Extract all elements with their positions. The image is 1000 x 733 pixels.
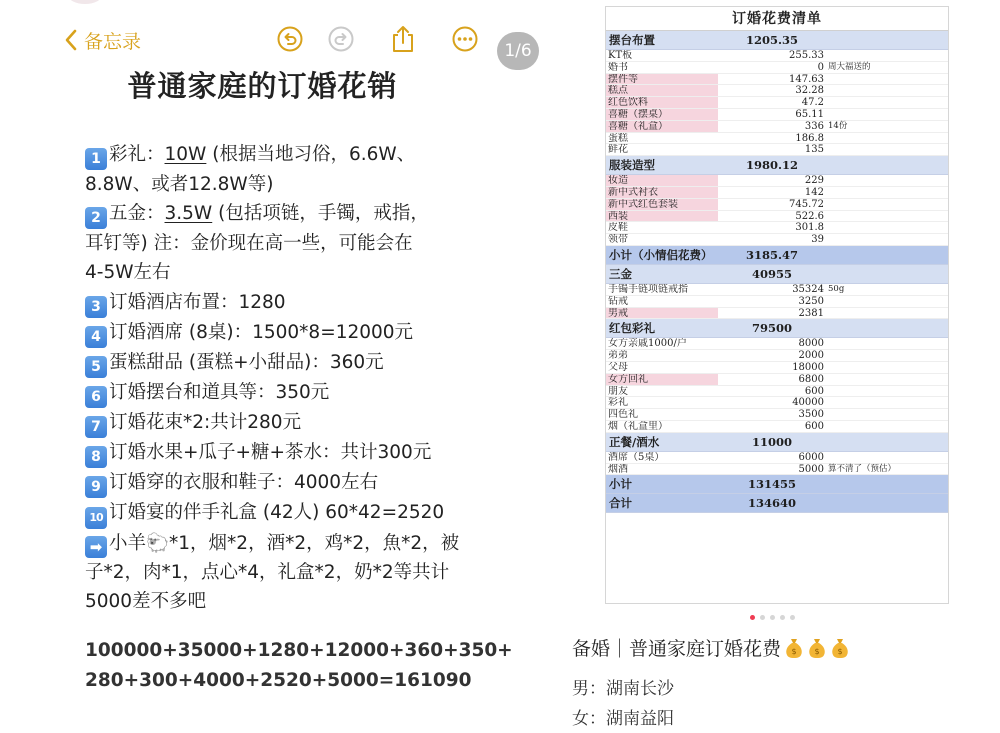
sheet-row <box>606 50 948 62</box>
row-label: 红色饮料 <box>606 97 718 108</box>
note-line <box>85 408 555 438</box>
row-value: 229 <box>804 175 824 187</box>
note-line <box>85 498 555 529</box>
sheet-row <box>606 296 948 308</box>
row-label: 彩礼 <box>608 397 628 409</box>
row-label: 喜糖（摆桌） <box>606 109 718 120</box>
svg-text:$: $ <box>814 647 820 656</box>
row-value: 600 <box>804 385 824 397</box>
row-label: 摆件等 <box>606 74 718 85</box>
sheet-row <box>606 62 948 74</box>
note-line <box>85 529 555 558</box>
money-bag-icon <box>784 637 804 659</box>
row-value: 65.11 <box>795 108 824 120</box>
note-line-text: 订婚酒席 (8桌)：1500*8=12000元 <box>109 321 414 343</box>
carousel-dot[interactable] <box>770 615 775 620</box>
row-value: 1980.12 <box>745 158 798 173</box>
post-title-text: 备婚｜普通家庭订婚花费 <box>572 638 782 660</box>
row-label: 合计 <box>609 496 632 511</box>
post-line-male: 男：湖南长沙 <box>572 679 674 699</box>
note-line-text: 订婚水果+瓜子+糖+茶水：共计300元 <box>109 441 432 463</box>
number-badge-icon: 1 <box>85 148 107 170</box>
row-label: 红包彩礼 <box>609 321 655 336</box>
sheet-row <box>606 308 948 320</box>
row-note: 14份 <box>828 120 848 131</box>
number-badge-icon: 5 <box>85 356 107 378</box>
row-value: 142 <box>804 186 824 198</box>
note-line-detail: (包括项链，手镯，戒指， <box>212 203 429 225</box>
sheet-row <box>606 464 948 476</box>
row-value: 3185.47 <box>745 247 798 262</box>
note-line <box>85 438 555 468</box>
row-value: 2000 <box>798 350 824 362</box>
sheet-row <box>606 175 948 187</box>
row-label: 皮鞋 <box>608 222 628 234</box>
number-badge-icon: 8 <box>85 446 107 468</box>
row-label: 蛋糕 <box>608 132 628 144</box>
sheet-row <box>606 350 948 362</box>
row-label: 妆造 <box>606 175 718 186</box>
post-panel <box>560 0 1000 733</box>
redo-icon <box>327 25 355 53</box>
avatar <box>68 0 102 4</box>
note-line-text: 订婚穿的衣服和鞋子：4000左右 <box>109 471 379 493</box>
sheet-row <box>606 362 948 374</box>
back-label: 备忘录 <box>84 30 142 53</box>
note-line-text: 订婚酒店布置：1280 <box>109 291 286 313</box>
sheet-section-row <box>606 475 948 494</box>
sheet-row <box>606 409 948 421</box>
expense-sheet-image[interactable] <box>605 6 949 604</box>
notes-toolbar <box>60 24 500 56</box>
sheet-row <box>606 109 948 121</box>
number-badge-icon: 4 <box>85 326 107 348</box>
sheet-section-row <box>606 433 948 452</box>
sheet-row <box>606 386 948 398</box>
row-value: 600 <box>804 420 824 432</box>
row-label: 钻戒 <box>608 295 628 307</box>
note-line-text: 蛋糕甜品 (蛋糕+小甜品)：360元 <box>109 351 384 373</box>
carousel-dot[interactable] <box>780 615 785 620</box>
row-label: 小计（小情侣花费） <box>609 247 713 262</box>
more-button[interactable] <box>450 24 480 54</box>
number-badge-icon: 9 <box>85 476 107 498</box>
sheet-section-row <box>606 246 948 265</box>
row-label: 烟酒 <box>608 463 628 475</box>
row-value: 522.6 <box>795 210 824 222</box>
note-line-text: 订婚宴的伴手礼盒 (42人) 60*42=2520 <box>109 501 445 523</box>
row-value: 131455 <box>747 477 796 492</box>
note-line-text: 彩礼： <box>109 144 165 165</box>
money-bag-icon <box>830 637 850 659</box>
note-line <box>85 199 555 229</box>
sheet-row <box>606 284 948 296</box>
row-note: 50g <box>828 283 845 294</box>
row-label: 小计 <box>609 477 632 492</box>
sheet-row <box>606 199 948 211</box>
row-note: 周大福送的 <box>828 61 871 72</box>
post-title <box>572 634 850 661</box>
row-value: 6800 <box>798 373 824 385</box>
row-value: 3250 <box>798 295 824 307</box>
row-value: 6000 <box>798 451 824 463</box>
row-label: 鲜花 <box>608 144 628 156</box>
row-value: 18000 <box>792 361 824 373</box>
sum-line: 100000+35000+1280+12000+360+350+ <box>85 640 513 661</box>
number-badge-icon: ➡ <box>85 536 107 558</box>
row-value: 40955 <box>751 266 792 281</box>
row-value: 11000 <box>751 434 792 449</box>
share-icon <box>390 24 416 54</box>
svg-text:$: $ <box>837 647 843 656</box>
row-label: 婚书 <box>608 61 628 73</box>
sheet-row <box>606 421 948 433</box>
sheet-row <box>606 338 948 350</box>
sheet-section-row <box>606 156 948 175</box>
row-label: KT板 <box>608 50 633 61</box>
note-line <box>85 378 555 408</box>
note-line-text: 耳钉等) 注：金价现在高一些，可能会在 <box>85 233 413 255</box>
row-value: 1205.35 <box>745 33 798 47</box>
sheet-row <box>606 222 948 234</box>
note-line-text: 子*2，肉*1，点心*4，礼盒*2，奶*2等共计 <box>85 561 450 583</box>
number-badge-icon: 7 <box>85 416 107 438</box>
sheet-section-row <box>606 265 948 284</box>
number-badge-icon: 6 <box>85 386 107 408</box>
row-label: 新中式衬衣 <box>606 187 718 198</box>
note-line <box>85 318 555 348</box>
row-label: 领带 <box>608 234 628 245</box>
number-badge-icon: 2 <box>85 207 107 229</box>
page-indicator: 1/6 <box>497 32 539 70</box>
note-line-text: 五金： <box>109 203 165 225</box>
row-label: 正餐/酒水 <box>609 434 660 449</box>
row-note: 算不清了（预估） <box>828 463 897 474</box>
row-value: 0 <box>817 61 824 73</box>
note-line-text: 4-5W左右 <box>85 262 171 284</box>
row-value: 147.63 <box>789 73 824 85</box>
row-label: 服装造型 <box>609 158 655 173</box>
row-value: 79500 <box>751 321 792 336</box>
sheet-section-row <box>606 31 948 50</box>
row-value: 2381 <box>798 307 824 319</box>
note-line <box>85 170 555 199</box>
row-value: 255.33 <box>789 50 824 61</box>
row-value: 301.8 <box>795 222 824 234</box>
row-value: 5000 <box>798 463 824 475</box>
carousel-dots <box>750 615 795 620</box>
note-line-amount: 3.5W <box>164 203 213 225</box>
carousel-dot[interactable] <box>790 615 795 620</box>
note-line-text: 小羊🐑*1，烟*2，酒*2，鸡*2，魚*2，被 <box>109 532 460 554</box>
note-line-detail: (根据当地习俗，6.6W、 <box>206 144 416 165</box>
row-value: 745.72 <box>789 198 824 210</box>
note-sum <box>85 636 555 695</box>
row-label: 摆台布置 <box>609 33 655 47</box>
post-line-female: 女：湖南益阳 <box>572 709 674 729</box>
sum-line: 280+300+4000+2520+5000=161090 <box>85 669 472 691</box>
note-line <box>85 229 555 258</box>
row-label: 糕点 <box>606 85 718 96</box>
sheet-row <box>606 121 948 133</box>
note-title: 普通家庭的订婚花销 <box>127 69 398 103</box>
row-label: 酒席（5桌） <box>608 451 665 463</box>
row-value: 32.28 <box>795 85 824 97</box>
money-bag-icon <box>807 637 827 659</box>
sheet-row <box>606 452 948 464</box>
row-label: 手镯手链项链戒指 <box>608 283 688 295</box>
more-icon <box>451 25 479 53</box>
sheet-title: 订婚花费清单 <box>606 7 948 31</box>
note-line-text: 5000差不多吧 <box>85 591 207 613</box>
note-line <box>85 348 555 378</box>
row-value: 3500 <box>798 409 824 421</box>
chevron-left-icon <box>64 29 78 51</box>
sheet-section-row <box>606 494 948 513</box>
row-label: 父母 <box>608 361 628 373</box>
sheet-row <box>606 187 948 199</box>
row-label: 新中式红色套装 <box>606 199 718 210</box>
note-line <box>85 288 555 318</box>
note-line <box>85 258 555 287</box>
row-value: 47.2 <box>801 97 824 109</box>
row-value: 39 <box>811 234 824 246</box>
sheet-row <box>606 211 948 223</box>
carousel-dot[interactable] <box>760 615 765 620</box>
sheet-row <box>606 144 948 156</box>
row-value: 135 <box>804 144 824 156</box>
back-button[interactable] <box>64 24 141 56</box>
row-label: 三金 <box>609 266 632 281</box>
sheet-row <box>606 397 948 409</box>
row-label: 西装 <box>606 211 718 222</box>
sheet-row <box>606 97 948 109</box>
row-value: 8000 <box>798 338 824 350</box>
row-label: 弟弟 <box>608 350 628 361</box>
undo-button[interactable] <box>275 24 305 54</box>
row-value: 40000 <box>792 397 824 409</box>
row-label: 女方回礼 <box>606 374 718 385</box>
note-line <box>85 558 555 587</box>
row-label: 朋友 <box>608 385 628 397</box>
row-value: 186.8 <box>795 132 824 144</box>
note-line <box>85 468 555 498</box>
sheet-row <box>606 74 948 86</box>
note-body[interactable] <box>85 140 555 616</box>
share-button[interactable] <box>388 24 418 54</box>
row-value: 35324 <box>792 283 824 295</box>
note-line <box>85 140 555 170</box>
row-value: 336 <box>804 120 824 132</box>
number-badge-icon: 10 <box>85 507 107 529</box>
sheet-row <box>606 234 948 246</box>
note-line-text: 8.8W、或者12.8W等) <box>85 174 274 195</box>
sheet-row <box>606 85 948 97</box>
sheet-row <box>606 374 948 386</box>
row-label: 烟（礼盒里） <box>608 420 668 432</box>
row-label: 喜糖（礼盒） <box>606 121 718 132</box>
sheet-section-row <box>606 319 948 338</box>
redo-button[interactable] <box>326 24 356 54</box>
undo-icon <box>276 25 304 53</box>
row-label: 男戒 <box>606 308 718 319</box>
row-value: 134640 <box>747 496 796 511</box>
sheet-rows <box>606 31 948 513</box>
note-line-amount: 10W <box>164 144 207 165</box>
sheet-row <box>606 133 948 145</box>
note-line-text: 订婚摆台和道具等：350元 <box>109 381 330 403</box>
svg-text:$: $ <box>791 647 797 656</box>
number-badge-icon: 3 <box>85 296 107 318</box>
carousel-dot[interactable] <box>750 615 755 620</box>
row-label: 四色礼 <box>608 409 638 420</box>
note-line-text: 订婚花束*2:共计280元 <box>109 411 302 433</box>
row-label: 女方亲戚1000/户 <box>608 338 687 350</box>
note-line <box>85 587 555 616</box>
